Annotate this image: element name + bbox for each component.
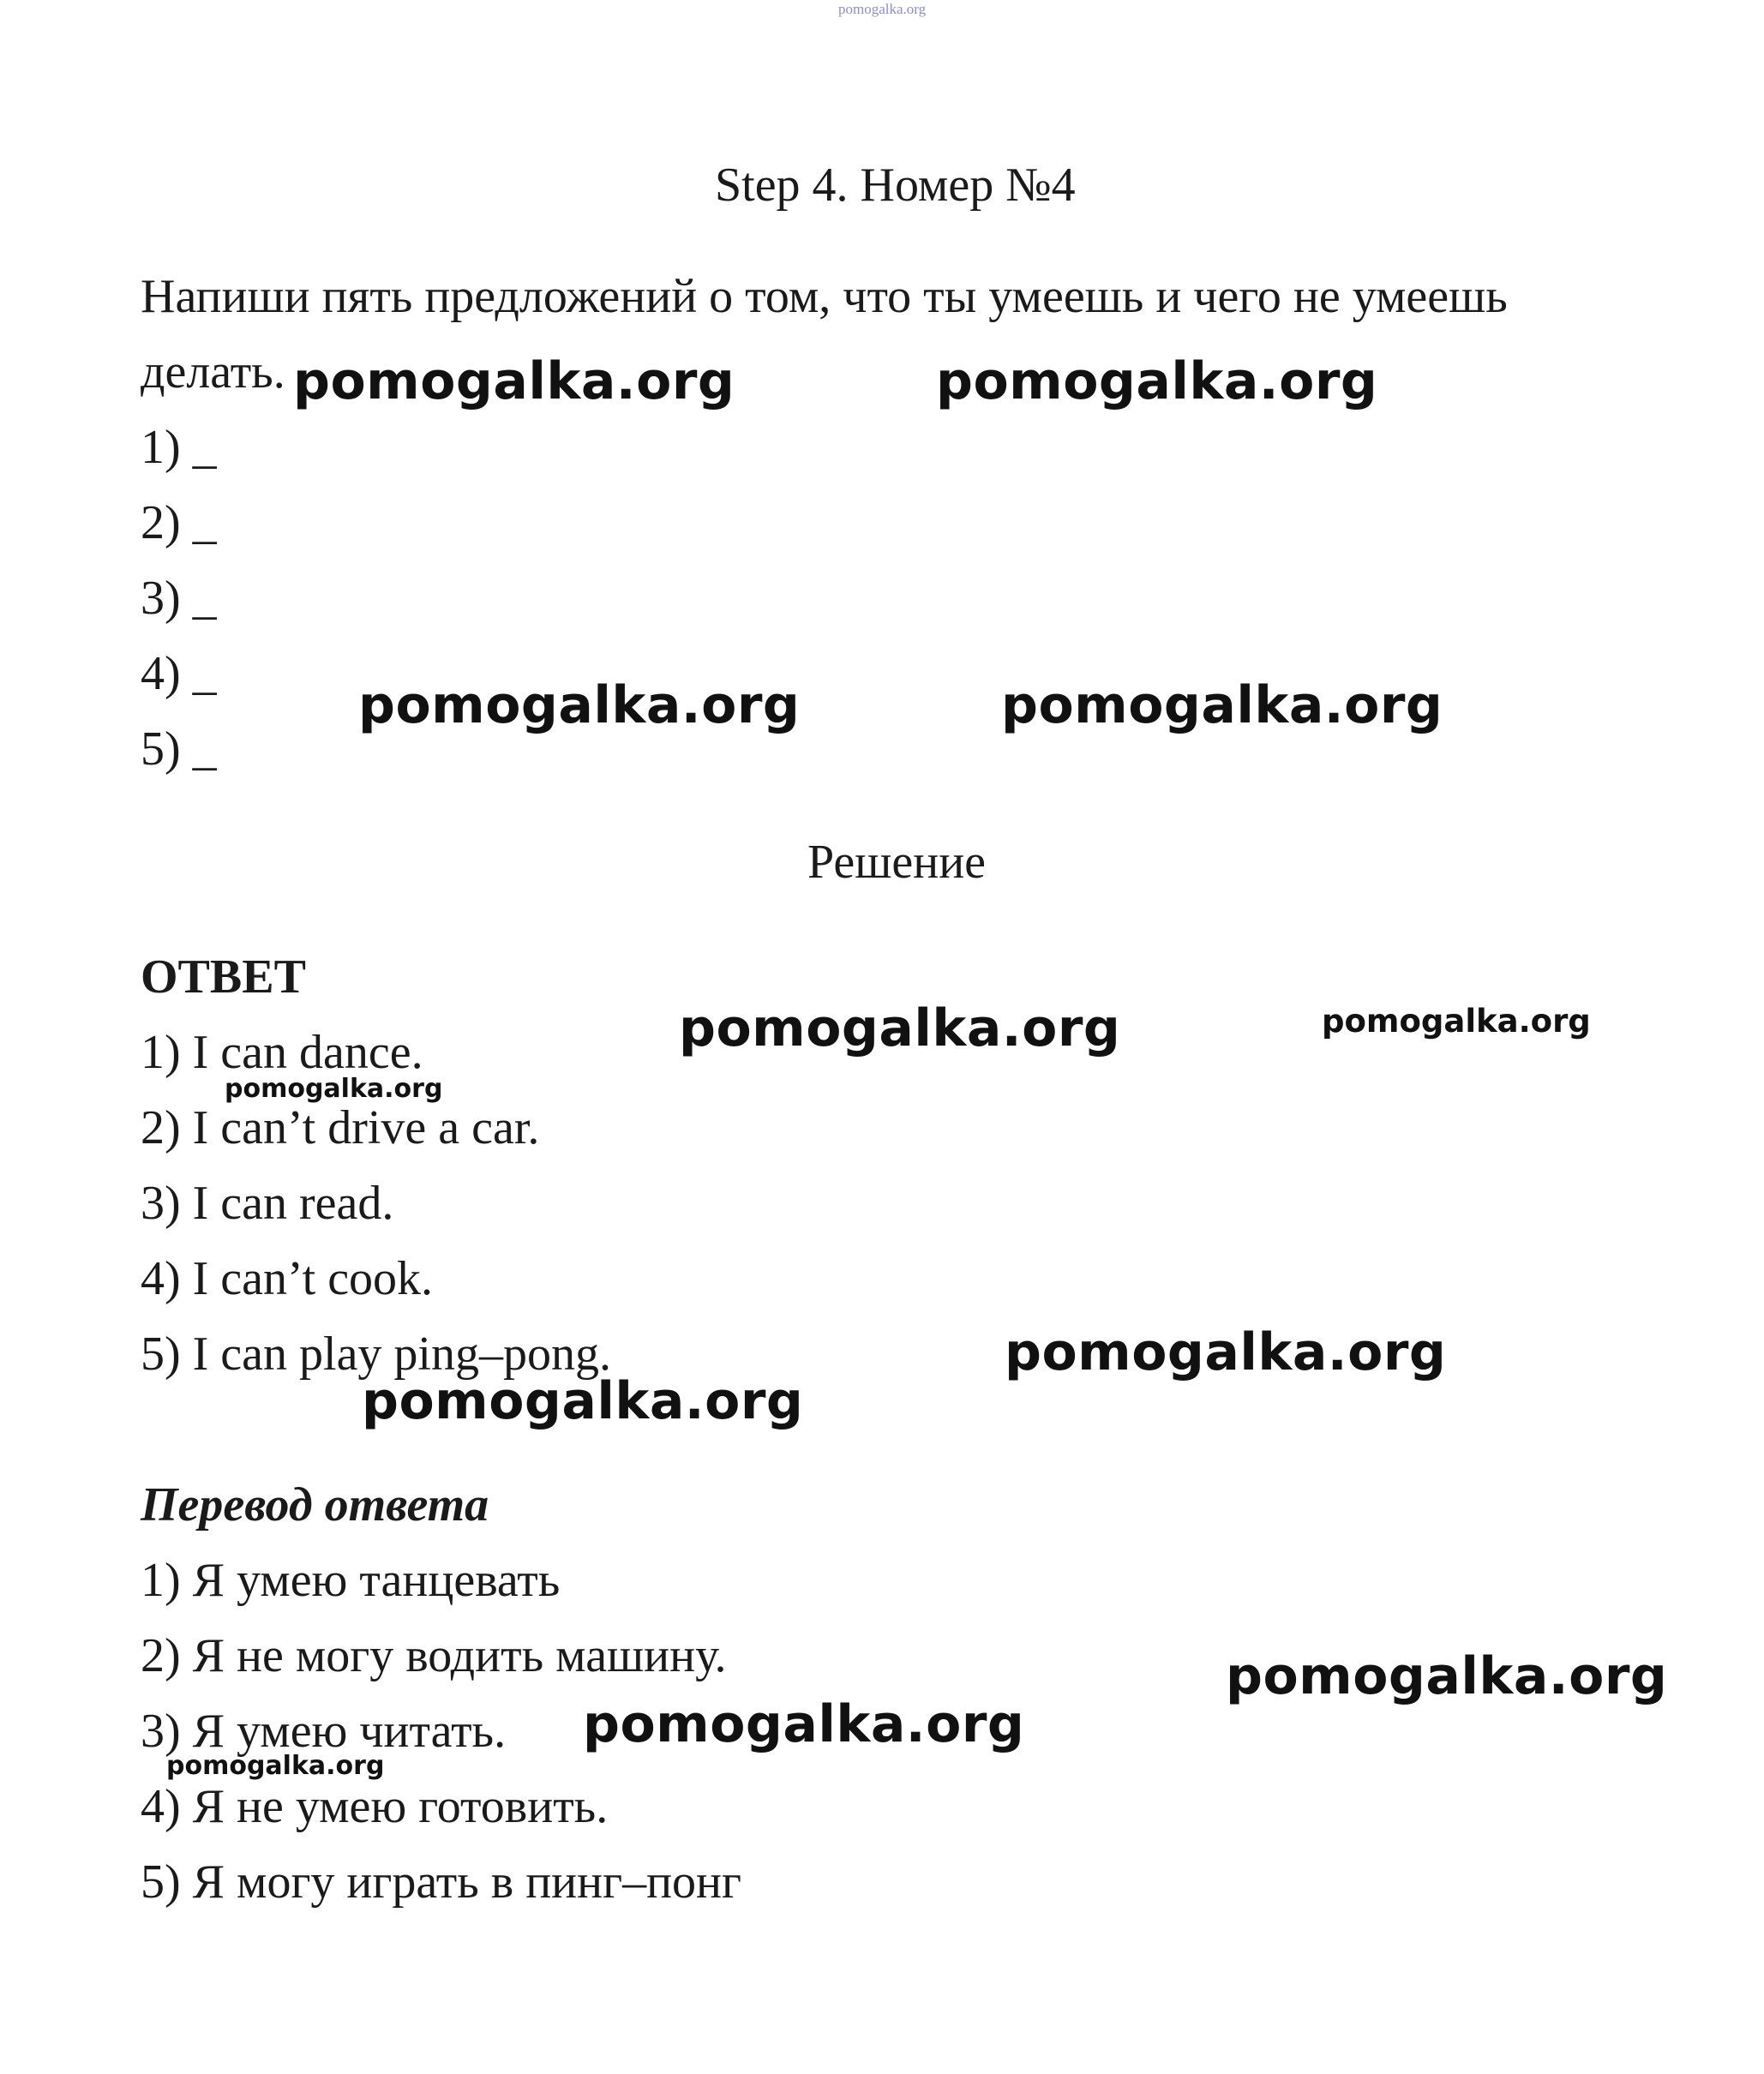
watermark: pomogalka.org <box>166 1751 385 1781</box>
task-blank-4: 4) _ <box>141 647 217 700</box>
task-text-line-1: Напиши пять предложений о том, что ты умеешь и чего не умеешь <box>141 270 1508 323</box>
top-watermark: pomogalka.org <box>838 1 927 17</box>
task-blank-1: 1) _ <box>141 421 217 474</box>
watermark: pomogalka.org <box>1005 1322 1447 1382</box>
watermark: pomogalka.org <box>1322 1003 1591 1040</box>
watermark: pomogalka.org <box>225 1074 443 1104</box>
answer-heading: ОТВЕТ <box>141 950 306 1004</box>
task-text-line-2: делать. <box>141 345 285 399</box>
translation-heading: Перевод ответа <box>141 1478 489 1532</box>
translation-item-1: 1) Я умею танцевать <box>141 1554 561 1607</box>
answer-item-4: 4) I can’t cook. <box>141 1252 434 1305</box>
translation-item-3: 3) Я умею читать. <box>141 1705 507 1758</box>
solution-heading: Решение <box>807 836 987 889</box>
watermark: pomogalka.org <box>583 1694 1025 1754</box>
watermark: pomogalka.org <box>358 675 801 735</box>
watermark: pomogalka.org <box>1001 675 1443 735</box>
translation-item-2: 2) Я не могу водить машину. <box>141 1629 727 1682</box>
answer-item-1: 1) I can dance. <box>141 1026 423 1079</box>
task-blank-5: 5) _ <box>141 722 217 776</box>
answer-item-2: 2) I can’t drive a car. <box>141 1101 540 1154</box>
watermark: pomogalka.org <box>679 998 1121 1058</box>
translation-item-5: 5) Я могу играть в пинг–понг <box>141 1855 741 1909</box>
translation-item-4: 4) Я не умею готовить. <box>141 1780 609 1833</box>
watermark: pomogalka.org <box>936 351 1378 411</box>
answer-item-5: 5) I can play ping–pong. <box>141 1328 611 1381</box>
page-title: Step 4. Номер №4 <box>715 159 1076 212</box>
watermark: pomogalka.org <box>362 1371 804 1431</box>
watermark: pomogalka.org <box>1226 1646 1668 1706</box>
task-blank-2: 2) _ <box>141 496 217 549</box>
task-blank-3: 3) _ <box>141 572 217 625</box>
watermark: pomogalka.org <box>293 351 735 411</box>
answer-item-3: 3) I can read. <box>141 1177 394 1230</box>
